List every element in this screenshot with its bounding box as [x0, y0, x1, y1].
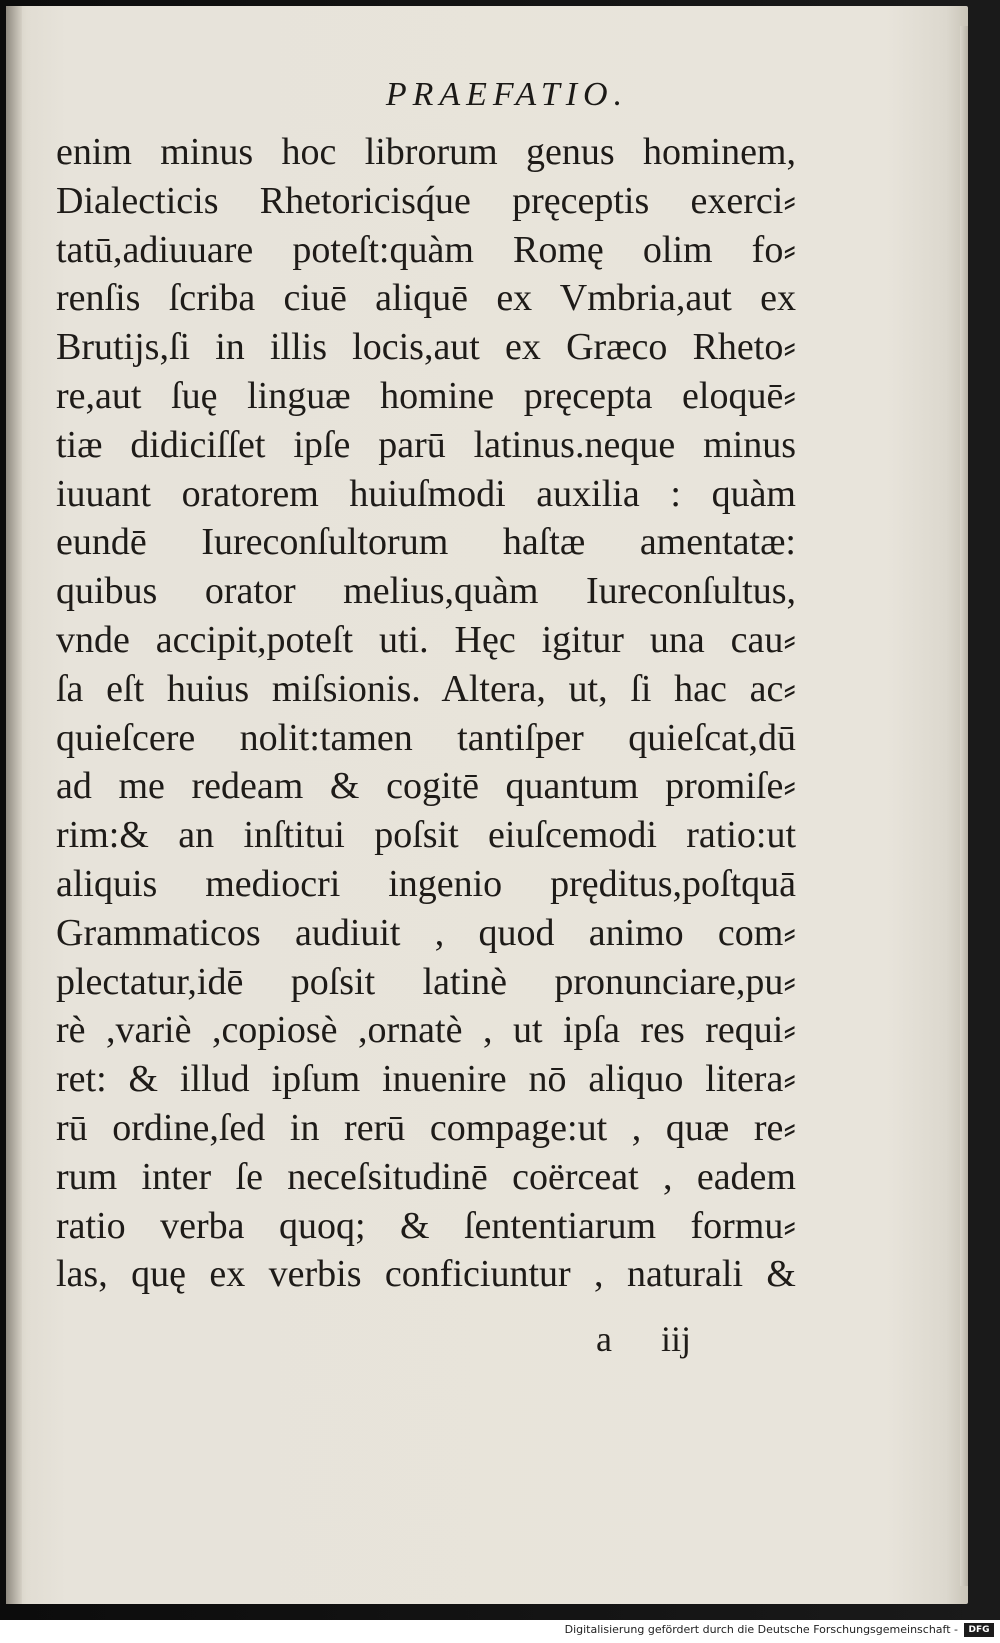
- page-edge: [960, 26, 968, 1586]
- text-line: Dialecticis Rhetoricisq́ue pręceptis exerci⸗: [56, 179, 796, 222]
- text-line: tatū,adiuuare poteſt:quàm Romę olim fo⸗: [56, 228, 796, 271]
- text-line: vnde accipit,poteſt uti. Hęc igitur una cau⸗: [56, 618, 796, 661]
- footer-bar: [0, 1620, 1000, 1643]
- text-line: tiæ didiciſſet ipſe parū latinus.neque minus: [56, 423, 796, 466]
- text-line: renſis ſcriba ciuē aliquē ex Vmbria,aut ex: [56, 277, 796, 320]
- text-line: enim minus hoc librorum genus hominem,: [56, 131, 796, 173]
- text-line: ſa eſt huius miſsionis. Altera, ut, ſi hac ac⸗: [56, 667, 796, 710]
- text-line: re,aut ſuę linguæ homine pręcepta eloquē⸗: [56, 374, 796, 417]
- book-page: [6, 6, 968, 1604]
- text-line: las, quę ex verbis conficiuntur , naturali &: [56, 1253, 796, 1296]
- text-line: rū ordine,ſed in rerū compage:ut , quæ re⸗: [56, 1106, 796, 1149]
- text-line: rum inter ſe neceſsitudinē coërceat , eadem: [56, 1155, 796, 1198]
- page-header: PRAEFATIO.: [385, 76, 629, 113]
- text-line: rè ,variè ,copiosè ,ornatè , ut ipſa res requi⸗: [56, 1009, 796, 1052]
- body-text: [56, 128, 796, 1299]
- text-line: plectatur,idē poſsit latinè pronunciare,pu⸗: [56, 960, 796, 1003]
- text-line: rim:& an inſtitui poſsit eiuſcemodi ratio:ut: [56, 814, 796, 857]
- footer-credit: Digitalisierung gefördert durch die Deutsche Forschungsgemeinschaft -: [564, 1623, 958, 1636]
- text-line: ad me redeam & cogitē quantum promiſe⸗: [56, 765, 796, 808]
- signature-mark: a iij: [596, 1319, 691, 1359]
- text-line: Brutijs,ſi in illis locis,aut ex Græco Rheto⸗: [56, 326, 796, 369]
- text-line: Grammaticos audiuit , quod animo com⸗: [56, 911, 796, 954]
- text-line: quieſcere nolit:tamen tantiſper quieſcat,dū: [56, 716, 796, 759]
- page-gutter: [6, 6, 22, 1604]
- text-line: aliquis mediocri ingenio pręditus,poſtquā: [56, 862, 796, 905]
- text-line: ratio verba quoq; & ſententiarum formu⸗: [56, 1204, 796, 1247]
- text-line: iuuant oratorem huiuſmodi auxilia : quàm: [56, 472, 796, 515]
- text-line: ret: & illud ipſum inuenire nō aliquo litera⸗: [56, 1058, 796, 1101]
- text-line: quibus orator melius,quàm Iureconſultus,: [56, 570, 796, 613]
- dfg-logo: DFG: [964, 1623, 994, 1637]
- text-line: eundē Iureconſultorum haſtæ amentatæ:: [56, 521, 796, 564]
